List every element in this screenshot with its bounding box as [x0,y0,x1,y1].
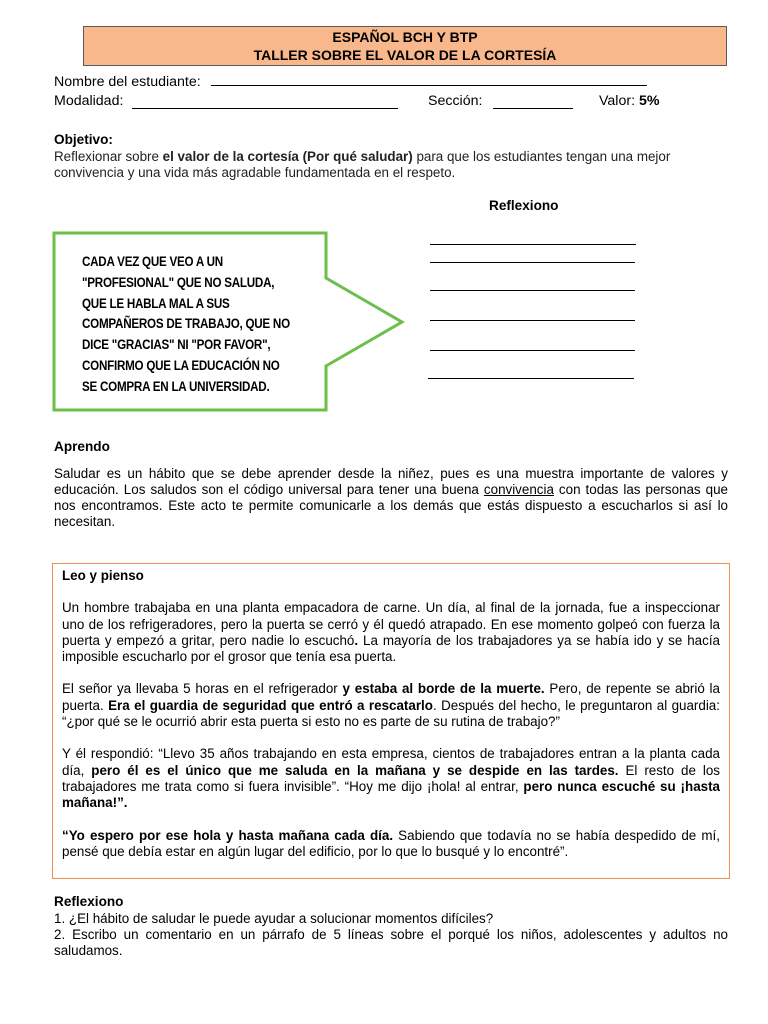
title-line-2: TALLER SOBRE EL VALOR DE LA CORTESÍA [253,47,557,63]
reflect-heading-top: Reflexiono [489,198,559,213]
reflect-heading-bottom: Reflexiono [54,894,124,909]
reflection-line[interactable] [430,350,635,351]
quote-line: COMPAÑEROS DE TRABAJO, QUE NO [82,316,290,333]
reflection-questions [54,911,728,959]
quote-line: CONFIRMO QUE LA EDUCACIÓN NO [82,357,280,374]
reflection-line[interactable] [430,320,635,321]
story-box [52,563,730,879]
story-paragraph-3: Y él respondió: “Llevo 35 años trabajando en esta empresa, cientos de trabajadores entran a la planta cada día, pero él es el único que me saluda en la mañana y se despide en las tardes. El resto de los trabajadores me trata como si fuera invisible”. “Hoy me dijo ¡hola! al entrar, pero nunca escuché su ¡hasta mañana!”. [62,746,720,811]
student-name-row [54,71,647,91]
quote-line: SE COMPRA EN LA UNIVERSIDAD. [82,378,270,395]
question-1: 1. ¿El hábito de saludar le puede ayudar a solucionar momentos difíciles? [54,911,494,926]
story-paragraph-2: El señor ya llevaba 5 horas en el refrigerador y estaba al borde de la muerte. Pero, de repente se abrió la puerta. Era el guardia de seguridad que entró a rescatarlo. Después del hecho, le preguntaron al guardia: “¿por qué se le ocurrió abrir esta puerta si esto no es parte de su rutina de trabajo?” [62,681,720,730]
modality-blank[interactable] [132,94,398,109]
objective-text: Reflexionar sobre el valor de la cortesía (Por qué saludar) para que los estudiantes tengan una mejor convivencia y una vida más agradable fundamentada en el respeto. [54,149,671,180]
section-label: Sección: [428,93,483,109]
reflection-line[interactable] [430,262,635,263]
value-row [599,92,659,110]
title-line-1: ESPAÑOL BCH Y BTP [332,29,478,45]
reflection-line[interactable] [430,244,636,245]
reflection-line[interactable] [430,290,635,291]
student-name-blank[interactable] [211,71,647,86]
story-paragraph-4: “Yo espero por ese hola y hasta mañana cada día. Sabiendo que todavía no se había despedido de mí, pensé que debía estar en algún lugar del edificio, por lo que lo busqué y lo encontré”. [62,827,720,859]
student-name-label: Nombre del estudiante: [54,74,201,90]
quote-line: DICE "GRACIAS" NI "POR FAVOR", [82,337,271,354]
story-heading: Leo y pienso [62,568,144,583]
quote-line: QUE LE HABLA MAL A SUS [82,295,230,312]
objective-heading: Objetivo: [54,132,113,147]
question-2: 2. Escribo un comentario en un párrafo de 5 líneas sobre el porqué los niños, adolescentes y adultos no saludamos. [54,927,728,958]
quote-line: CADA VEZ QUE VEO A UN [82,254,223,270]
section-blank[interactable] [493,94,573,109]
value-label: Valor: [599,93,636,109]
title-banner [83,26,727,66]
reflection-line[interactable] [428,378,634,379]
learn-heading: Aprendo [54,439,110,454]
cortesia-quote [82,252,290,398]
story-paragraph-1: Un hombre trabajaba en una planta empacadora de carne. Un día, al final de la jornada, fue a inspeccionar uno de los refrigeradores, pero la puerta se cerró y él quedó atrapado. En ese momento golpeó con fuerza la puerta y empezó a gritar, pero nadie lo escuchó. La mayoría de los trabajadores ya se había ido y se hacía imposible escucharlo por el grosor que tenía esa puerta. [62,600,720,665]
modality-label: Modalidad: [54,93,124,109]
value-amount: 5% [638,93,660,109]
quote-line: "PROFESIONAL" QUE NO SALUDA, [82,274,275,291]
learn-text: Saludar es un hábito que se debe aprender desde la niñez, pues es una muestra importante de valores y educación. Los saludos son el código universal para tener una buena convivencia con todas las personas que nos encontramos. Este acto te permite comunicarle a los demás que estás dispuesto a escucharlos si así lo necesitan. [54,466,728,529]
